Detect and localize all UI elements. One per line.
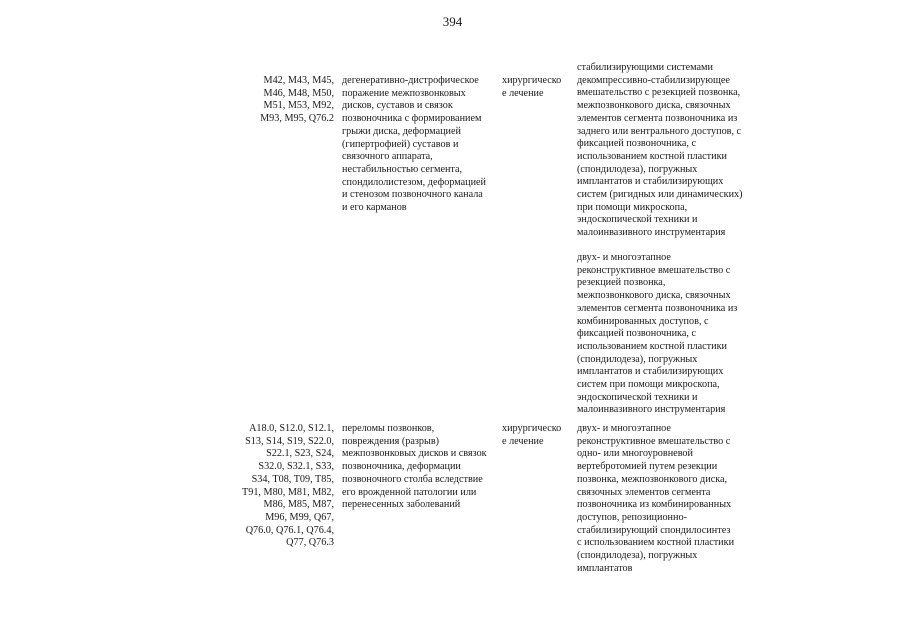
page-number: 394 [442, 14, 463, 29]
condition-description: дегенеративно-дистрофическое поражение межпозвонковых дисков, суставов и связок позвоночника с формированием грыжи диска, деформацией (гипертрофией) суставов и связочного аппарата, нестабильностью сегмента, спондилолистезом, деформацией и стенозом позвоночного канала и его карманов [342, 75, 486, 214]
treatment-method: двух- и многоэтапное реконструктивное вмешательство с резекцией позвонка, межпозвонкового диска, связочных элементов сегмента позвоночника из комбинированных доступов, с фиксацией позвоночника, с использованием костной пластики (спондилодеза), погружных имплантатов и стабилизирующих систем при помощи микроскопа, эндоскопической техники и малоинвазивного инструментария [577, 252, 738, 416]
diagnosis-codes: A18.0, S12.0, S12.1, S13, S14, S19, S22.0, S22.1, S23, S24, S32.0, S32.1, S33, S34, T08, T09, T85, T91, M80, M81, M82, M86, M85, M87, M96, M99, Q67, Q76.0, Q76.1, Q76.4, Q77, Q76.3 [242, 423, 334, 549]
treatment-method: двух- и многоэтапное реконструктивное вмешательство с одно- или многоуровневой вертебротомией путем резекции позвонка, межпозвонкового диска, связочных элементов сегмента позвоночника из комбинированных доступов, репозиционно- стабилизирующий спондилосинтез с использованием костной пластики (спондилодеза), погружных имплантатов [577, 423, 735, 574]
treatment-method: стабилизирующими системами декомпрессивно-стабилизирующее вмешательство с резекцией позвонка, межпозвонкового диска, связочных элементов сегмента позвоночника из заднего или вентрального доступов, с фиксацией позвоночника, с использованием костной пластики (спондилодеза), погружных имплантатов и стабилизирующих систем (ригидных или динамических) при помощи микроскопа, эндоскопической техники и малоинвазивного инструментария [577, 62, 743, 239]
condition-description: переломы позвонков, повреждения (разрыв) межпозвонковых дисков и связок позвоночника, деформации позвоночного столба вследствие его врожденной патологии или перенесенных заболеваний [342, 423, 487, 511]
treatment-type: хирургическо е лечение [502, 75, 562, 99]
diagnosis-codes: M42, M43, M45, M46, M48, M50, M51, M53, M92, M93, M95, Q76.2 [260, 75, 334, 125]
treatment-type: хирургическо е лечение [502, 423, 562, 447]
